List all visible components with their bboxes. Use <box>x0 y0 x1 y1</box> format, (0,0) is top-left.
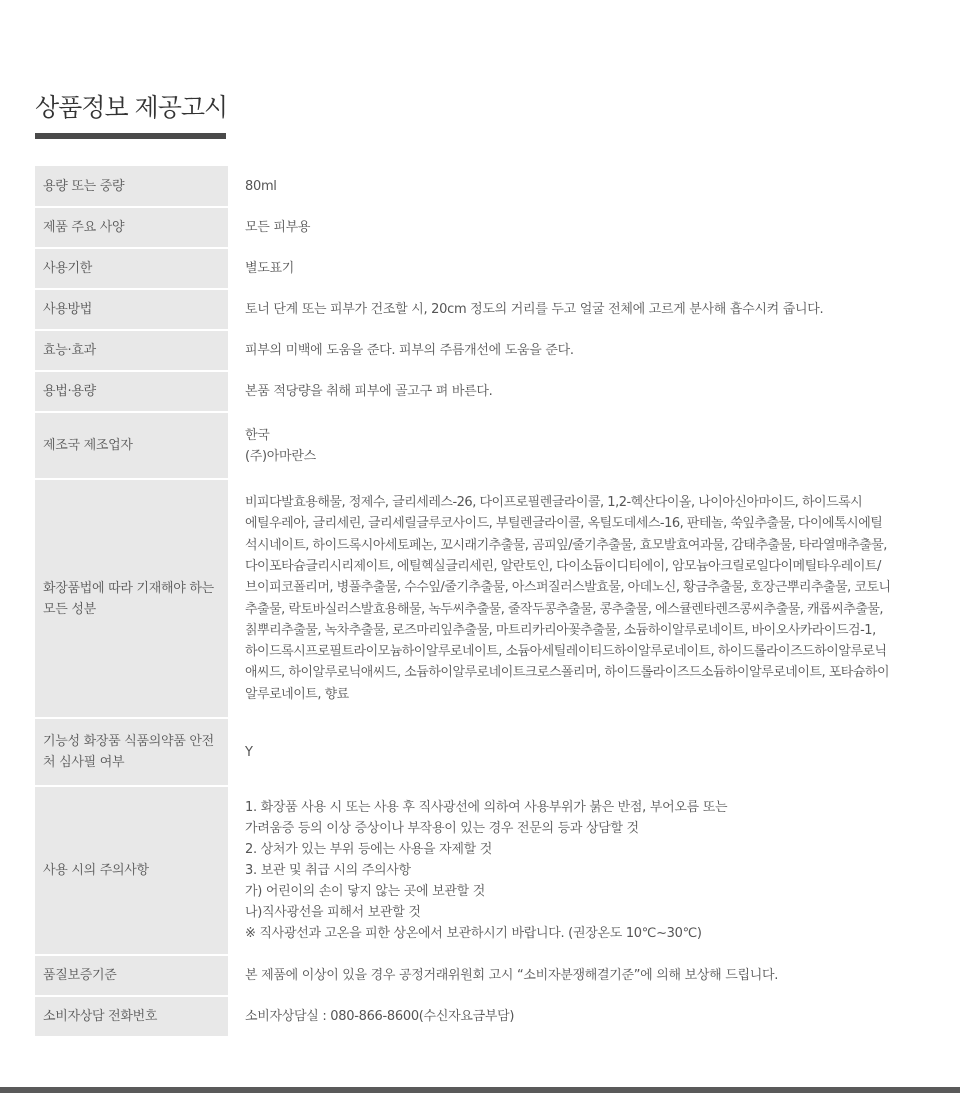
table-row <box>35 787 930 956</box>
row-label-expiry: 사용기한 <box>35 249 228 290</box>
row-label-capacity: 용량 또는 중량 <box>35 166 228 208</box>
row-value-consumer-phone: 소비자상담실 : 080-866-8600(수신자요금부담) <box>228 997 930 1038</box>
row-value-functional-review: Y <box>228 719 930 787</box>
table-row <box>35 331 930 372</box>
table-row <box>35 249 930 290</box>
row-label-specification: 제품 주요 사양 <box>35 208 228 249</box>
product-info-table <box>35 166 930 1038</box>
row-label-usage: 사용방법 <box>35 290 228 331</box>
row-value-manufacturer: 한국 (주)아마란스 <box>228 413 930 480</box>
table-row <box>35 997 930 1038</box>
table-row <box>35 290 930 331</box>
row-label-efficacy: 효능·효과 <box>35 331 228 372</box>
row-label-ingredients: 화장품법에 따라 기재해야 하는 모든 성분 <box>35 480 228 719</box>
row-label-functional-review: 기능성 화장품 식품의약품 안전처 심사필 여부 <box>35 719 228 787</box>
row-label-precautions: 사용 시의 주의사항 <box>35 787 228 956</box>
row-value-usage: 토너 단계 또는 피부가 건조할 시, 20cm 정도의 거리를 두고 얼굴 전체에 고르게 분사해 흡수시켜 줍니다. <box>228 290 930 331</box>
table-row <box>35 166 930 208</box>
row-value-ingredients: 비피다발효용해물, 정제수, 글리세레스-26, 다이프로필렌글라이콜, 1,2-헥산다이올, 나이아신아마이드, 하이드록시 에틸우레아, 글리세린, 글리세릴글루코사이드, 부틸렌글라이콜, 옥틸도데세스-16, 판테놀, 쑥잎추출물, 다이에톡시에틸 석시네이트, 하이드록시아세토페논, 꼬시래기추출물, 곰피잎/줄기추출물, 효모발효여과물, 감태추출물, 타라열매추출물, 다이포타슘글리시리제이트, 에틸헥실글리세린, 알란토인, 다이소듐이디티에이, 암모늄아크릴로일다이메틸타우레이트/ 브이피코폴리머, 병풀추출물, 수수잎/줄기추출물, 아스퍼질러스발효물, 아데노신, 황금추출물, 호장근뿌리추출물, 코토니 추출물, 락토바실러스발효용해물, 녹두씨추출물, 줄작두콩추출물, 콩추출물, 에스큘렌타렌즈콩씨추출물, 캐롭씨추출물, 칡뿌리추출물, 녹차추출물, 로즈마리잎추출물, 마트리카리아꽃추출물, 소듐하이알루로네이트, 바이오사카라이드검-1, 하이드록시프로필트라이모늄하이알루로네이트, 소듐아세틸레이티드하이알루로네이트, 하이드롤라이즈드하이알루로닉 애씨드, 하이알루로닉애씨드, 소듐하이알루로네이트크로스폴리머, 하이드롤라이즈드소듐하이알루로네이트, 포타슘하이 알루로네이트, 향료 <box>228 480 930 719</box>
table-row <box>35 719 930 787</box>
row-value-specification: 모든 피부용 <box>228 208 930 249</box>
row-value-quality-guarantee: 본 제품에 이상이 있을 경우 공정거래위원회 고시 “소비자분쟁해결기준”에 의해 보상해 드립니다. <box>228 956 930 997</box>
row-label-consumer-phone: 소비자상담 전화번호 <box>35 997 228 1038</box>
row-value-dosage: 본품 적당량을 취해 피부에 골고구 펴 바른다. <box>228 372 930 413</box>
row-value-precautions: 1. 화장품 사용 시 또는 사용 후 직사광선에 의하여 사용부위가 붉은 반점, 부어오름 또는 가려움증 등의 이상 증상이나 부작용이 있는 경우 전문의 등과 상담할 것 2. 상처가 있는 부위 등에는 사용을 자제할 것 3. 보관 및 취급 시의 주의사항 가) 어린이의 손이 닿지 않는 곳에 보관할 것 나)직사광선을 피해서 보관할 것 ※ 직사광선과 고온을 피한 상온에서 보관하시기 바랍니다. (권장온도 10℃~30℃) <box>228 787 930 956</box>
title-underline <box>35 133 226 139</box>
row-label-dosage: 용법·용량 <box>35 372 228 413</box>
table-row <box>35 956 930 997</box>
table-row <box>35 208 930 249</box>
footer-bar <box>0 1087 960 1093</box>
row-value-capacity: 80ml <box>228 166 930 208</box>
page-title: 상품정보 제공고시 <box>35 93 228 122</box>
table-row <box>35 480 930 719</box>
row-label-quality-guarantee: 품질보증기준 <box>35 956 228 997</box>
row-label-manufacturer: 제조국 제조업자 <box>35 413 228 480</box>
table-row <box>35 372 930 413</box>
table-row <box>35 413 930 480</box>
row-value-expiry: 별도표기 <box>228 249 930 290</box>
row-value-efficacy: 피부의 미백에 도움을 준다. 피부의 주름개선에 도움을 준다. <box>228 331 930 372</box>
